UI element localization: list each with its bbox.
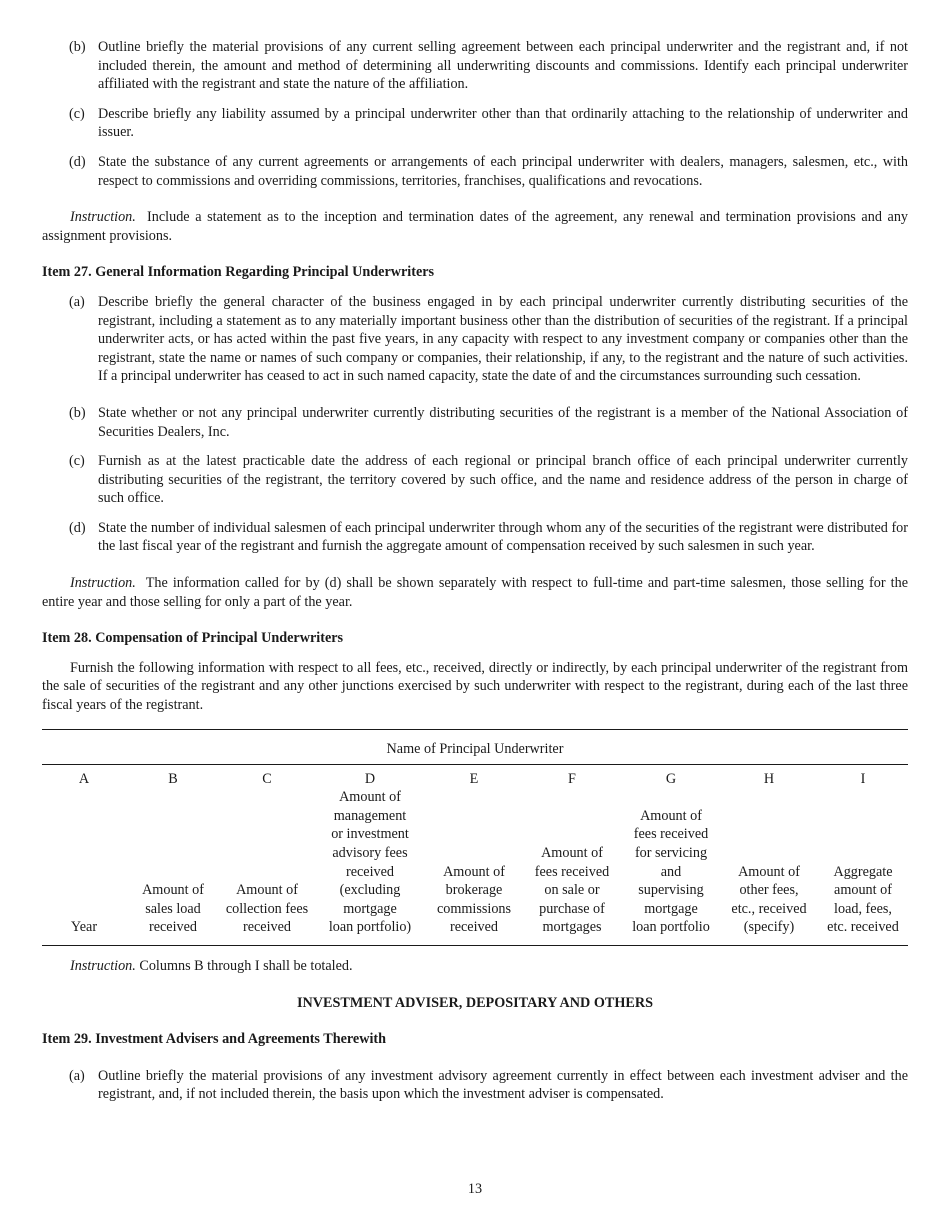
section-heading: INVESTMENT ADVISER, DEPOSITARY AND OTHERS [297,994,653,1011]
column-header: Amount of collection fees received [225,882,309,936]
item-text: Describe briefly the general character of the business engaged in by each principal underwriter currently distributing securities of the registrant, including a statement as to any materially important business other than the distribution of securities of the registrant. If a principal underwriter acts, or has acted within the past five years, in any capacity with respect to any investment company or companies other than the registrant, state the name or names of such company or companies, their relationship, if any, to the registrant and the nature of such activities. If a principal underwriter has ceased to act in such named capacity, state the date of and the circumstances surrounding such cessation. [98,293,908,385]
page-number: 13 [467,1181,483,1197]
item-label: (b) [69,39,86,55]
list-item [42,1067,908,1104]
column-letter: I [860,770,866,787]
list-item [42,404,908,441]
column-header: Aggregate amount of load, fees, etc. received [827,863,899,936]
item-label: (c) [69,453,85,470]
column-letter: H [763,770,775,787]
instruction-lead: Instruction. [70,957,136,974]
column-letter: G [665,770,677,787]
item-text: State the number of individual salesmen of each principal underwriter through whom any of the securities of the registrant were distributed for the last fiscal year of the registrant and furnish the aggregate amount of compensation received by such salesmen in such year. [98,519,908,555]
item-label: (b) [69,404,86,421]
list-item [42,105,908,142]
item-label: (c) [69,105,85,122]
document-page [42,38,908,1104]
column-letter-row [42,770,908,789]
item-28-heading: Item 28. Compensation of Principal Underwriters [42,630,344,647]
instruction-text: The information called for by (d) shall be shown separately with respect to full-time and part-time salesmen, those selling for the entire year and those selling for only a part of the year. [42,575,908,610]
compensation-table [42,770,908,937]
item-label: (d) [69,519,86,536]
column-header: Amount of fees received on sale or purchase of mortgages [534,845,610,936]
column-letter: B [168,770,178,787]
instruction-text: Include a statement as to the inception and termination dates of the agreement, any renewal and termination provisions and any assignment provisions. [42,209,909,244]
column-header: Amount of brokerage commissions received [436,863,512,936]
item-label: (a) [69,293,85,310]
item-text: State the substance of any current agreements or arrangements of each principal underwriter with dealers, managers, salesmen, etc., with respect to commissions and overriding commissions, territories, franchises, qualifications and revocations. [98,153,908,189]
column-header: Amount of sales load received [142,882,204,936]
column-letter: A [78,770,90,787]
column-letter: D [364,770,376,787]
column-header-row [42,788,908,937]
column-letter: E [469,770,479,787]
instruction-lead: Instruction. [70,209,136,226]
column-header: Amount of management or investment advisory fees received (excluding mortgage loan portfolio) [328,789,412,936]
instruction-paragraph [42,208,908,245]
list-item [42,519,908,556]
list-item [42,38,908,94]
list-item [42,153,908,190]
instruction-paragraph [42,574,908,611]
column-header: Amount of fees received for servicing and supervising mortgage loan portfolio [632,807,710,936]
instruction-paragraph [42,957,908,976]
table-title-rule [42,764,908,765]
column-letter: C [262,770,272,787]
list-item [42,293,908,386]
item-text: Outline briefly the material provisions of any current selling agreement between each principal underwriter and the registrant and, if not included therein, the amount and method of determining all underwriting discounts and commissions. Identify each principal underwriter affiliated with the registrant and state the nature of the affiliation. [98,39,908,93]
column-header: Year [70,919,98,936]
item-text: Furnish as at the latest practicable date the address of each regional or principal branch office of each principal underwriter currently distributing securities of the registrant, the territory covered by such office, and the name and residence address of the person in charge of such office. [98,453,908,507]
column-header: Amount of other fees, etc., received (specify) [731,863,807,936]
item-28-intro: Furnish the following information with respect to all fees, etc., received, directly or indirectly, by each principal underwriter of the registrant from the sale of securities of the registrant and any other junctions exercised by such underwriter with respect to the registrant, during each of the last three fiscal years of the registrant. [42,659,908,714]
list-item [42,452,908,508]
item-text: State whether or not any principal underwriter currently distributing securities of the registrant is a member of the National Association of Securities Dealers, Inc. [98,404,908,440]
item-text: Outline briefly the material provisions of any investment advisory agreement currently in effect between each investment adviser and the registrant, and, if not included therein, the basis upon which the investment adviser is compensated. [98,1067,908,1103]
item-29-heading: Item 29. Investment Advisers and Agreements Therewith [42,1031,387,1048]
instruction-lead: Instruction. [70,575,136,592]
item-27-heading: Item 27. General Information Regarding Principal Underwriters [42,264,435,281]
table-title: Name of Principal Underwriter [386,740,564,757]
item-label: (a) [69,1067,85,1084]
item-label: (d) [69,153,86,170]
instruction-text: Columns B through I shall be totaled. [139,957,353,974]
item-text: Describe briefly any liability assumed by a principal underwriter other than that ordinarily attaching to the relationship of underwriter and issuer. [98,105,908,141]
table-top-rule [42,729,908,730]
column-letter: F [568,770,576,787]
table-bottom-rule [42,945,908,946]
